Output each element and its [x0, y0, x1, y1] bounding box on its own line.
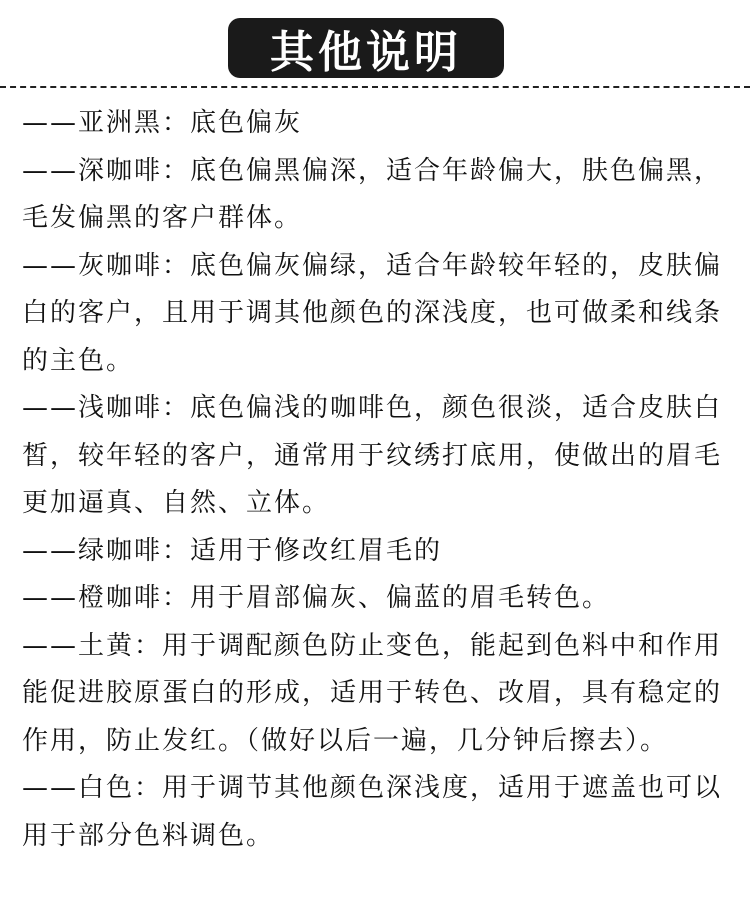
- item-green-coffee: ——绿咖啡：适用于修改红眉毛的: [22, 535, 443, 566]
- item-white: ——白色：用于调节其他颜色深浅度，适用于遮盖也可以用于部分色料调色。: [22, 773, 723, 851]
- item-dark-coffee: ——深咖啡：底色偏黑偏深，适合年龄偏大，肤色偏黑，毛发偏黑的客户群体。: [22, 155, 723, 233]
- description-list: [22, 100, 734, 860]
- item-earth-yellow: ——土黄：用于调配颜色防止变色，能起到色料中和作用能促进胶原蛋白的形成，适用于转色、改眉，具有稳定的作用，防止发红。（做好以后一遍，几分钟后擦去）。: [22, 630, 723, 756]
- section-title-badge: [228, 18, 504, 78]
- item-orange-coffee: ——橙咖啡：用于眉部偏灰、偏蓝的眉毛转色。: [22, 583, 611, 613]
- section-title: 其他说明: [270, 27, 462, 78]
- dashed-divider: [0, 86, 750, 88]
- item-asian-black: ——亚洲黑：底色偏灰: [22, 108, 303, 138]
- item-light-coffee: ——浅咖啡：底色偏浅的咖啡色，颜色很淡，适合皮肤白皙，较年轻的客户，通常用于纹绣打底用，使做出的眉毛更加逼真、自然、立体。: [22, 393, 723, 518]
- item-gray-coffee: ——灰咖啡：底色偏灰偏绿，适合年龄较年轻的，皮肤偏白的客户，且用于调其他颜色的深浅度，也可做柔和线条的主色。: [22, 250, 723, 376]
